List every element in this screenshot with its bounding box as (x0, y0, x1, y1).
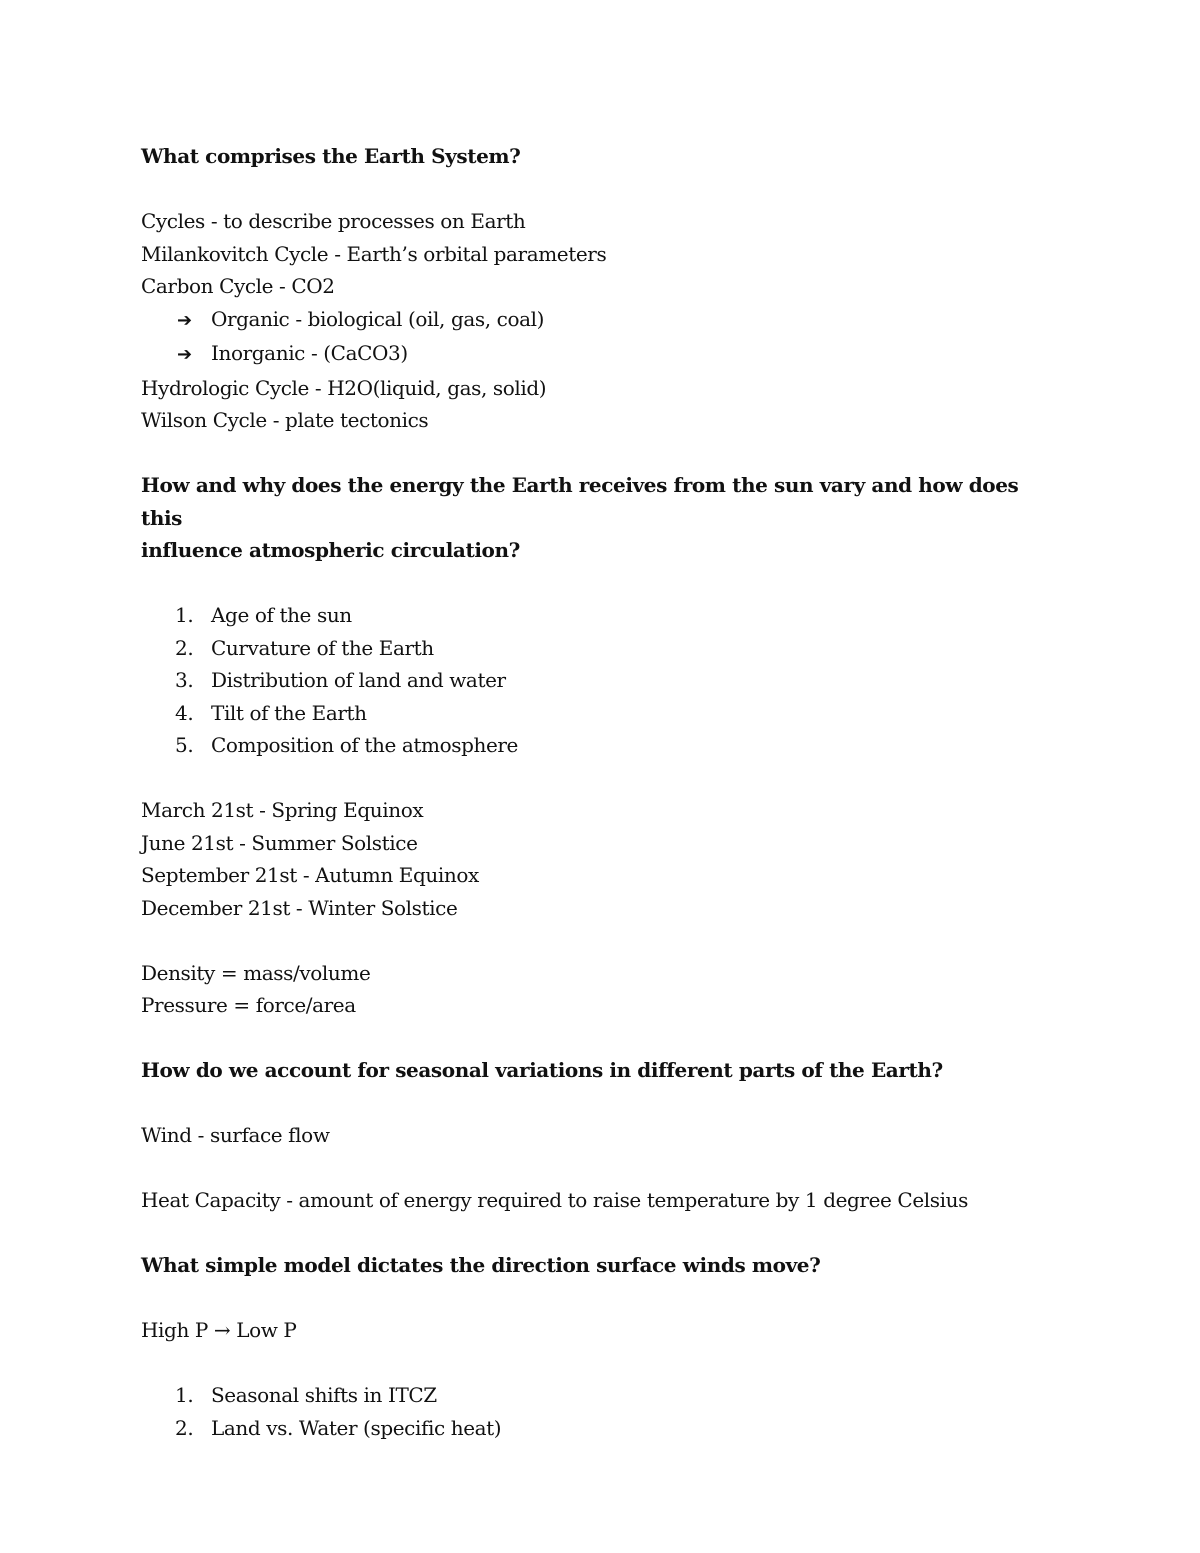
list-number: 2. (175, 1415, 194, 1440)
text-line: Cycles - to describe processes on Earth (141, 209, 526, 233)
spacer (141, 1087, 1041, 1120)
arrow-list-text: Organic - biological (oil, gas, coal) (211, 306, 545, 331)
list-text: Distribution of land and water (211, 668, 506, 692)
list-text: Seasonal shifts in ITCZ (211, 1383, 437, 1407)
spacer (141, 437, 1041, 470)
spacer (141, 762, 1041, 795)
heading-solar-energy: How and why does the energy the Earth receives from the sun vary and how does this (141, 473, 1019, 530)
arrow-list-item (141, 337, 1041, 372)
text-line: Carbon Cycle - CO2 (141, 274, 335, 298)
spacer (141, 924, 1041, 957)
date-line: December 21st - Winter Solstice (141, 895, 458, 920)
spacer (141, 567, 1041, 600)
date-line: March 21st - Spring Equinox (141, 798, 424, 822)
document-body (141, 140, 1041, 1444)
spacer (141, 1282, 1041, 1315)
heading-surface-winds: What simple model dictates the direction surface winds move? (141, 1253, 821, 1277)
heading-seasonal-variations: How do we account for seasonal variations in different parts of the Earth? (141, 1058, 943, 1082)
numbered-list-item (141, 664, 1041, 697)
arrow-list-text: Inorganic - (CaCO3) (211, 341, 408, 365)
list-number: 1. (175, 1383, 194, 1407)
formula-line: Density = mass/volume (141, 960, 371, 985)
spacer (141, 1217, 1041, 1250)
spacer (141, 173, 1041, 206)
heading-solar-energy-cont: influence atmospheric circulation? (141, 538, 520, 562)
list-number: 1. (175, 603, 194, 627)
text-line: Milankovitch Cycle - Earth’s orbital parameters (141, 241, 607, 266)
list-number: 2. (175, 635, 194, 660)
list-number: 3. (175, 668, 194, 692)
numbered-list-item (141, 1412, 1041, 1445)
formula-line: Pressure = force/area (141, 993, 356, 1017)
text-line: Wilson Cycle - plate tectonics (141, 408, 429, 432)
numbered-list-item (141, 697, 1041, 730)
numbered-list-item (141, 729, 1041, 762)
text-line: Heat Capacity - amount of energy required to raise temperature by 1 degree Celsius (141, 1188, 968, 1212)
spacer (141, 1347, 1041, 1380)
list-text: Curvature of the Earth (211, 635, 434, 660)
list-text: Age of the sun (211, 603, 352, 627)
text-line: Hydrologic Cycle - H2O(liquid, gas, solid) (141, 375, 547, 400)
text-line: Wind - surface flow (141, 1123, 330, 1147)
list-number: 5. (175, 733, 194, 757)
numbered-list-item (141, 599, 1041, 632)
text-line: High P → Low P (141, 1318, 297, 1342)
spacer (141, 1152, 1041, 1185)
list-number: 4. (175, 700, 194, 725)
list-text: Tilt of the Earth (211, 700, 367, 725)
arrow-list-item (141, 303, 1041, 338)
list-text: Composition of the atmosphere (211, 733, 518, 757)
list-text: Land vs. Water (specific heat) (211, 1415, 502, 1440)
arrow-icon: ➔ (177, 309, 192, 331)
date-line: September 21st - Autumn Equinox (141, 863, 479, 887)
spacer (141, 1022, 1041, 1055)
numbered-list-item (141, 632, 1041, 665)
date-line: June 21st - Summer Solstice (141, 830, 418, 855)
heading-earth-system: What comprises the Earth System? (141, 144, 521, 168)
numbered-list-item (141, 1379, 1041, 1412)
arrow-icon: ➔ (177, 344, 192, 365)
